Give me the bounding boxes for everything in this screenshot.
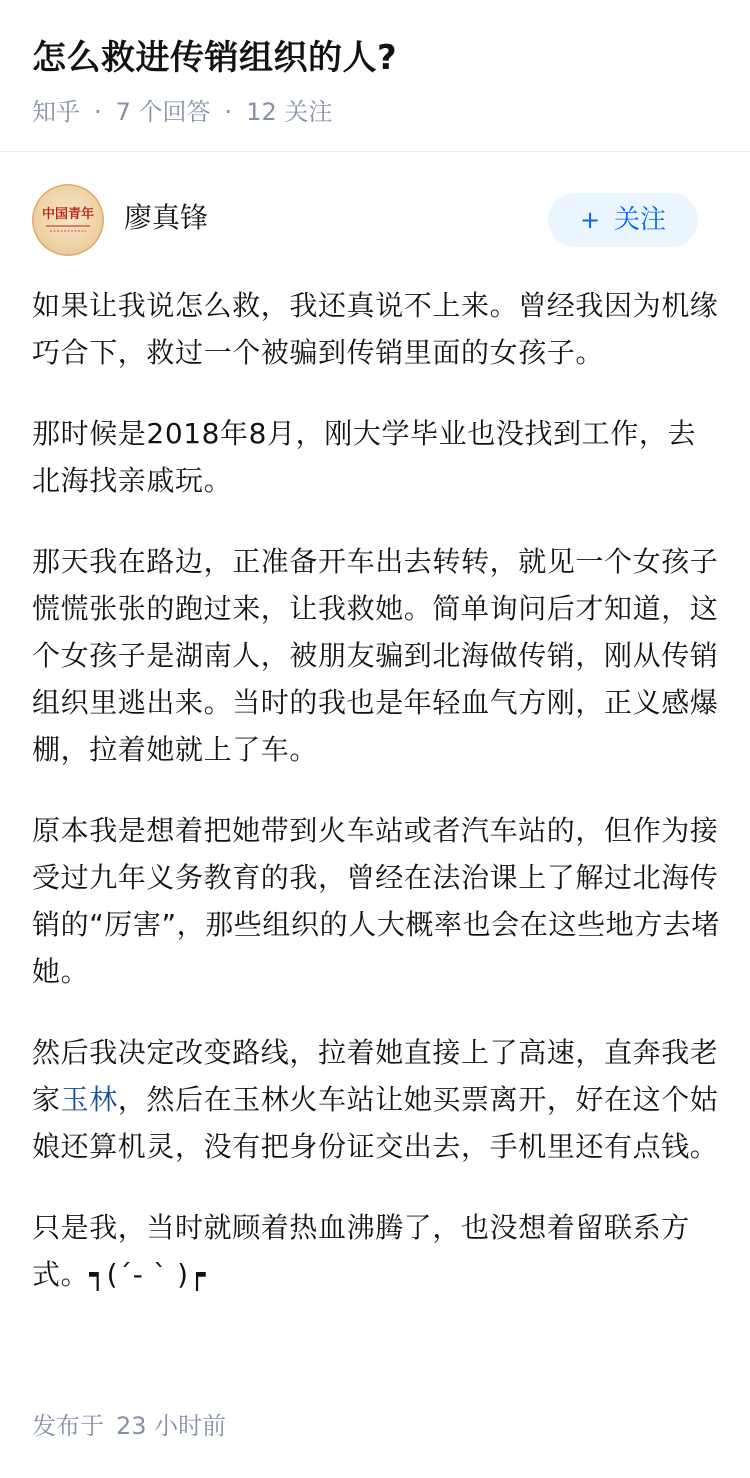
follow-button[interactable]	[548, 193, 698, 247]
answer-paragraph: 如果让我说怎么救，我还真说不上来。曾经我因为机缘巧合下，救过一个被骗到传销里面的女孩子。	[32, 289, 719, 369]
meta-separator: ·	[94, 98, 102, 126]
question-header	[0, 0, 750, 152]
answer-content	[32, 282, 722, 1332]
answer-paragraph: 原本我是想着把她带到火车站或者汽车站的，但作为接受过九年义务教育的我，曾经在法治课上了解过北海传销的“厉害”，那些组织的人大概率也会在这些地方去堵她。	[32, 814, 721, 988]
avatar-logo-text: 中国青年	[41, 207, 95, 222]
china-youth-logo-icon	[32, 184, 104, 256]
answer-paragraph: 那时候是2018年8月，刚大学毕业也没找到工作，去北海找亲戚玩。	[32, 417, 697, 497]
author-name[interactable]: 廖真锋	[124, 201, 209, 234]
question-title[interactable]: 怎么救进传销组织的人?	[32, 38, 398, 78]
author-avatar[interactable]	[32, 184, 104, 256]
publish-time: 23 小时前	[116, 1412, 227, 1440]
meta-separator: ·	[224, 98, 233, 126]
paragraph-text: ，然后在玉林火车站让她买票离开，好在这个姑娘还算机灵，没有把身份证交出去，手机里还有点钱。	[32, 1083, 719, 1163]
source-label[interactable]: 知乎	[32, 98, 80, 126]
question-meta	[32, 94, 718, 130]
followers-count[interactable]: 12 关注	[246, 98, 333, 126]
paragraph-text: 然后我决定改变路线，拉着她直接上了高速，直奔我老家	[32, 1036, 719, 1116]
answers-count[interactable]: 7 个回答	[115, 98, 211, 126]
publish-label: 发布于	[32, 1412, 104, 1440]
answer-paragraph: 那天我在路边，正准备开车出去转转，就见一个女孩子慌慌张张的跑过来，让我救她。简单询问后才知道，这个女孩子是湖南人，被朋友骗到北海做传销，刚从传销组织里逃出来。当时的我也是年轻血气方刚，正义感爆棚，拉着她就上了车。	[32, 545, 719, 766]
publish-info	[32, 1406, 226, 1446]
yulin-link[interactable]: 玉林	[60, 1083, 118, 1116]
answer-paragraph	[32, 1029, 722, 1170]
answer-paragraph: 只是我，当时就顾着热血沸腾了，也没想着留联系方式。┑(´- ` )┍	[32, 1211, 690, 1291]
follow-label: 关注	[614, 205, 667, 235]
plus-icon: +	[579, 206, 601, 234]
